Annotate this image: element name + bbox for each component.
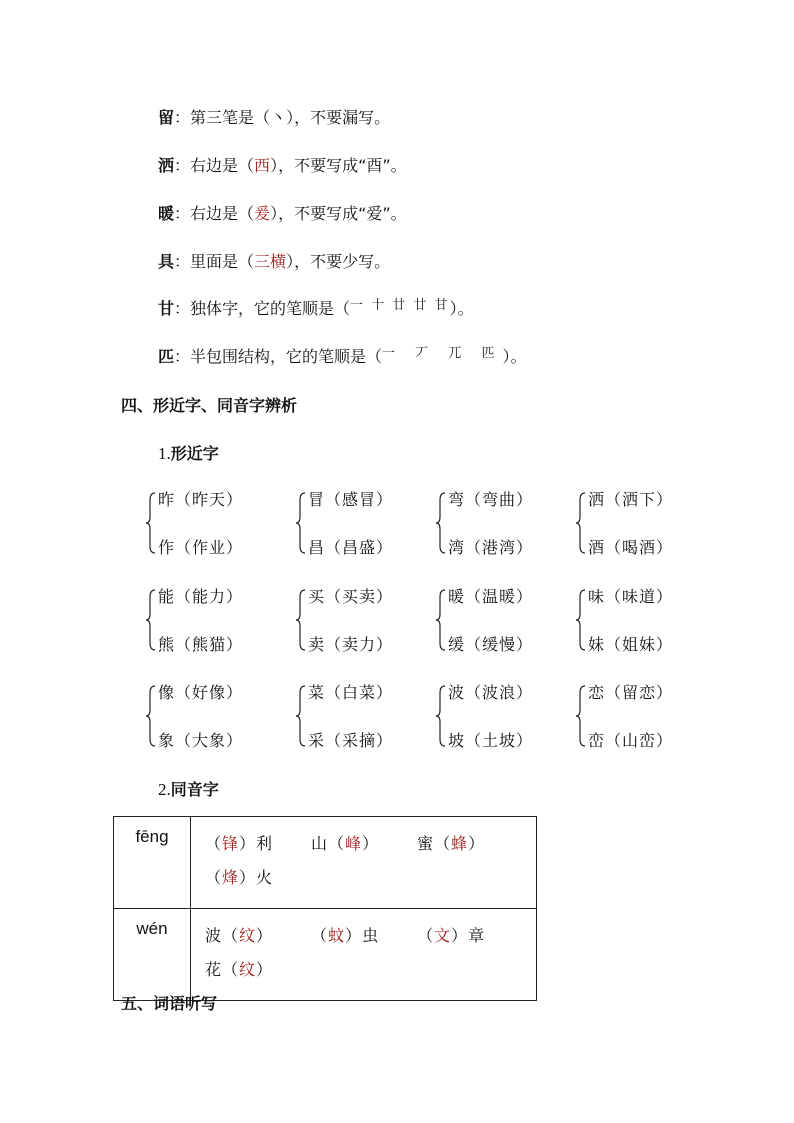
pair-top: 菜（白菜）: [308, 683, 394, 702]
note-pre: 独体字，它的笔顺是（: [190, 299, 351, 318]
word-pre: （: [205, 834, 223, 853]
word-pre: 波（: [205, 926, 240, 945]
word-answer: 文: [434, 926, 452, 945]
word-post: ）利: [239, 834, 274, 853]
pair-bottom: 熊（熊猫）: [158, 635, 244, 654]
pair-bottom: 妹（姐妹）: [588, 635, 674, 654]
similar-char-pair: [588, 587, 728, 657]
note-char: 甘: [158, 299, 175, 318]
word-pre: 花（: [205, 960, 240, 979]
subheading-number: 1.: [158, 444, 171, 463]
word-answer: 蚊: [328, 926, 346, 945]
word-pre: （: [417, 926, 435, 945]
homophone-word: [417, 919, 485, 953]
word-post: ）: [256, 926, 274, 945]
subheading-title: 同音字: [170, 780, 219, 799]
pair-bottom: 峦（山峦）: [588, 731, 674, 750]
word-answer: 锋: [222, 834, 240, 853]
word-post: ）: [256, 960, 274, 979]
similar-char-pair: [448, 683, 588, 753]
note-line: 匹：半包围结构，它的笔顺是（一 丆 兀 匹）。: [158, 345, 527, 366]
note-pre: 右边是（: [190, 156, 255, 175]
note-post: ）。: [449, 299, 474, 318]
word-answer: 峰: [345, 834, 363, 853]
homophone-word: [311, 827, 379, 861]
subheading-similar-chars: [158, 444, 219, 464]
pair-bottom: 作（作业）: [158, 538, 244, 557]
note-post: ），不要漏写。: [286, 108, 391, 127]
note-post: ），不要少写。: [286, 252, 391, 271]
note-char: 匹: [158, 347, 175, 366]
word-post: ）章: [451, 926, 486, 945]
similar-char-pair: [588, 683, 728, 753]
word-pre: （: [205, 868, 223, 887]
brace-icon: [146, 492, 156, 554]
pinyin-cell: wén: [114, 909, 191, 1001]
brace-icon: [576, 685, 586, 747]
similar-char-pair: [308, 587, 448, 657]
pair-top: 买（买卖）: [308, 587, 394, 606]
similar-char-pair: [308, 683, 448, 753]
pair-top: 味（味道）: [588, 587, 674, 606]
pair-top: 像（好像）: [158, 683, 244, 702]
note-answer: 丶: [270, 108, 287, 127]
similar-char-pair: [448, 490, 588, 560]
homophone-word: [205, 919, 273, 953]
note-answer: 三横: [254, 252, 287, 271]
homophone-word: [205, 827, 273, 861]
word-post: ）: [362, 834, 380, 853]
note-line: 留：第三笔是（丶），不要漏写。: [158, 108, 391, 127]
pair-top: 昨（昨天）: [158, 490, 244, 509]
brace-icon: [436, 589, 446, 651]
stroke-order-image: 一 十 廿 廿 甘: [350, 297, 450, 313]
subheading-number: 2.: [158, 780, 171, 799]
note-line: 洒：右边是（西），不要写成“酉”。: [158, 156, 407, 175]
pair-bottom: 采（采摘）: [308, 731, 394, 750]
brace-icon: [146, 685, 156, 747]
brace-icon: [296, 589, 306, 651]
subheading-title: 形近字: [170, 444, 219, 463]
pair-top: 波（波浪）: [448, 683, 534, 702]
note-pre: 第三笔是（: [190, 108, 271, 127]
pair-bottom: 卖（卖力）: [308, 635, 394, 654]
word-answer: 纹: [239, 960, 257, 979]
table-row: [114, 817, 537, 909]
word-post: ）火: [239, 868, 274, 887]
word-post: ）虫: [345, 926, 380, 945]
note-line: 暖：右边是（爰），不要写成“爱”。: [158, 204, 407, 223]
word-pre: 蜜（: [417, 834, 452, 853]
table-row: [114, 909, 537, 1001]
words-cell: [191, 909, 537, 1001]
word-answer: 烽: [222, 868, 240, 887]
similar-char-pair: [308, 490, 448, 560]
note-pre: 右边是（: [190, 204, 255, 223]
word-answer: 纹: [239, 926, 257, 945]
pair-bottom: 酒（喝酒）: [588, 538, 674, 557]
homophone-word: [205, 861, 273, 895]
note-answer: 西: [254, 156, 271, 175]
pair-top: 暖（温暖）: [448, 587, 534, 606]
brace-icon: [576, 589, 586, 651]
pair-bottom: 象（大象）: [158, 731, 244, 750]
pair-top: 恋（留恋）: [588, 683, 674, 702]
note-post: ），不要写成“酉”。: [270, 156, 407, 175]
homophone-table: [113, 816, 537, 1001]
pair-bottom: 缓（缓慢）: [448, 635, 534, 654]
note-line: 具：里面是（三横），不要少写。: [158, 252, 391, 271]
similar-char-pair: [158, 490, 298, 560]
subheading-homophones: [158, 780, 219, 800]
note-char: 具: [158, 252, 175, 271]
word-answer: 蜂: [451, 834, 469, 853]
word-pre: （: [311, 926, 329, 945]
pair-top: 冒（感冒）: [308, 490, 394, 509]
brace-icon: [296, 492, 306, 554]
note-char: 洒: [158, 156, 175, 175]
note-char: 暖: [158, 204, 175, 223]
section-4-heading: 四、形近字、同音字辨析: [121, 396, 298, 415]
word-post: ）: [468, 834, 486, 853]
pair-top: 能（能力）: [158, 587, 244, 606]
note-answer: 爰: [254, 204, 271, 223]
homophone-word: [417, 827, 485, 861]
brace-icon: [146, 589, 156, 651]
section-5-heading: 五、词语听写: [121, 994, 218, 1013]
similar-char-pair: [158, 683, 298, 753]
pair-bottom: 昌（昌盛）: [308, 538, 394, 557]
note-pre: 里面是（: [190, 252, 255, 271]
pair-bottom: 湾（港湾）: [448, 538, 534, 557]
note-char: 留: [158, 108, 175, 127]
brace-icon: [576, 492, 586, 554]
pair-bottom: 坡（土坡）: [448, 731, 534, 750]
brace-icon: [436, 685, 446, 747]
stroke-order-image: 一 丆 兀 匹: [382, 345, 503, 361]
similar-char-pair: [588, 490, 728, 560]
homophone-word: [311, 919, 379, 953]
note-pre: 半包围结构，它的笔顺是（: [190, 347, 383, 366]
similar-char-pair: [158, 587, 298, 657]
words-cell: [191, 817, 537, 909]
brace-icon: [296, 685, 306, 747]
pinyin-cell: fēng: [114, 817, 191, 909]
note-post: ）。: [502, 347, 527, 366]
word-pre: 山（: [311, 834, 346, 853]
note-post: ），不要写成“爱”。: [270, 204, 407, 223]
similar-char-pair: [448, 587, 588, 657]
brace-icon: [436, 492, 446, 554]
note-line: 甘：独体字，它的笔顺是（一 十 廿 廿 甘）。: [158, 297, 474, 318]
homophone-word: [205, 953, 273, 987]
pair-top: 弯（弯曲）: [448, 490, 534, 509]
pair-top: 洒（洒下）: [588, 490, 674, 509]
